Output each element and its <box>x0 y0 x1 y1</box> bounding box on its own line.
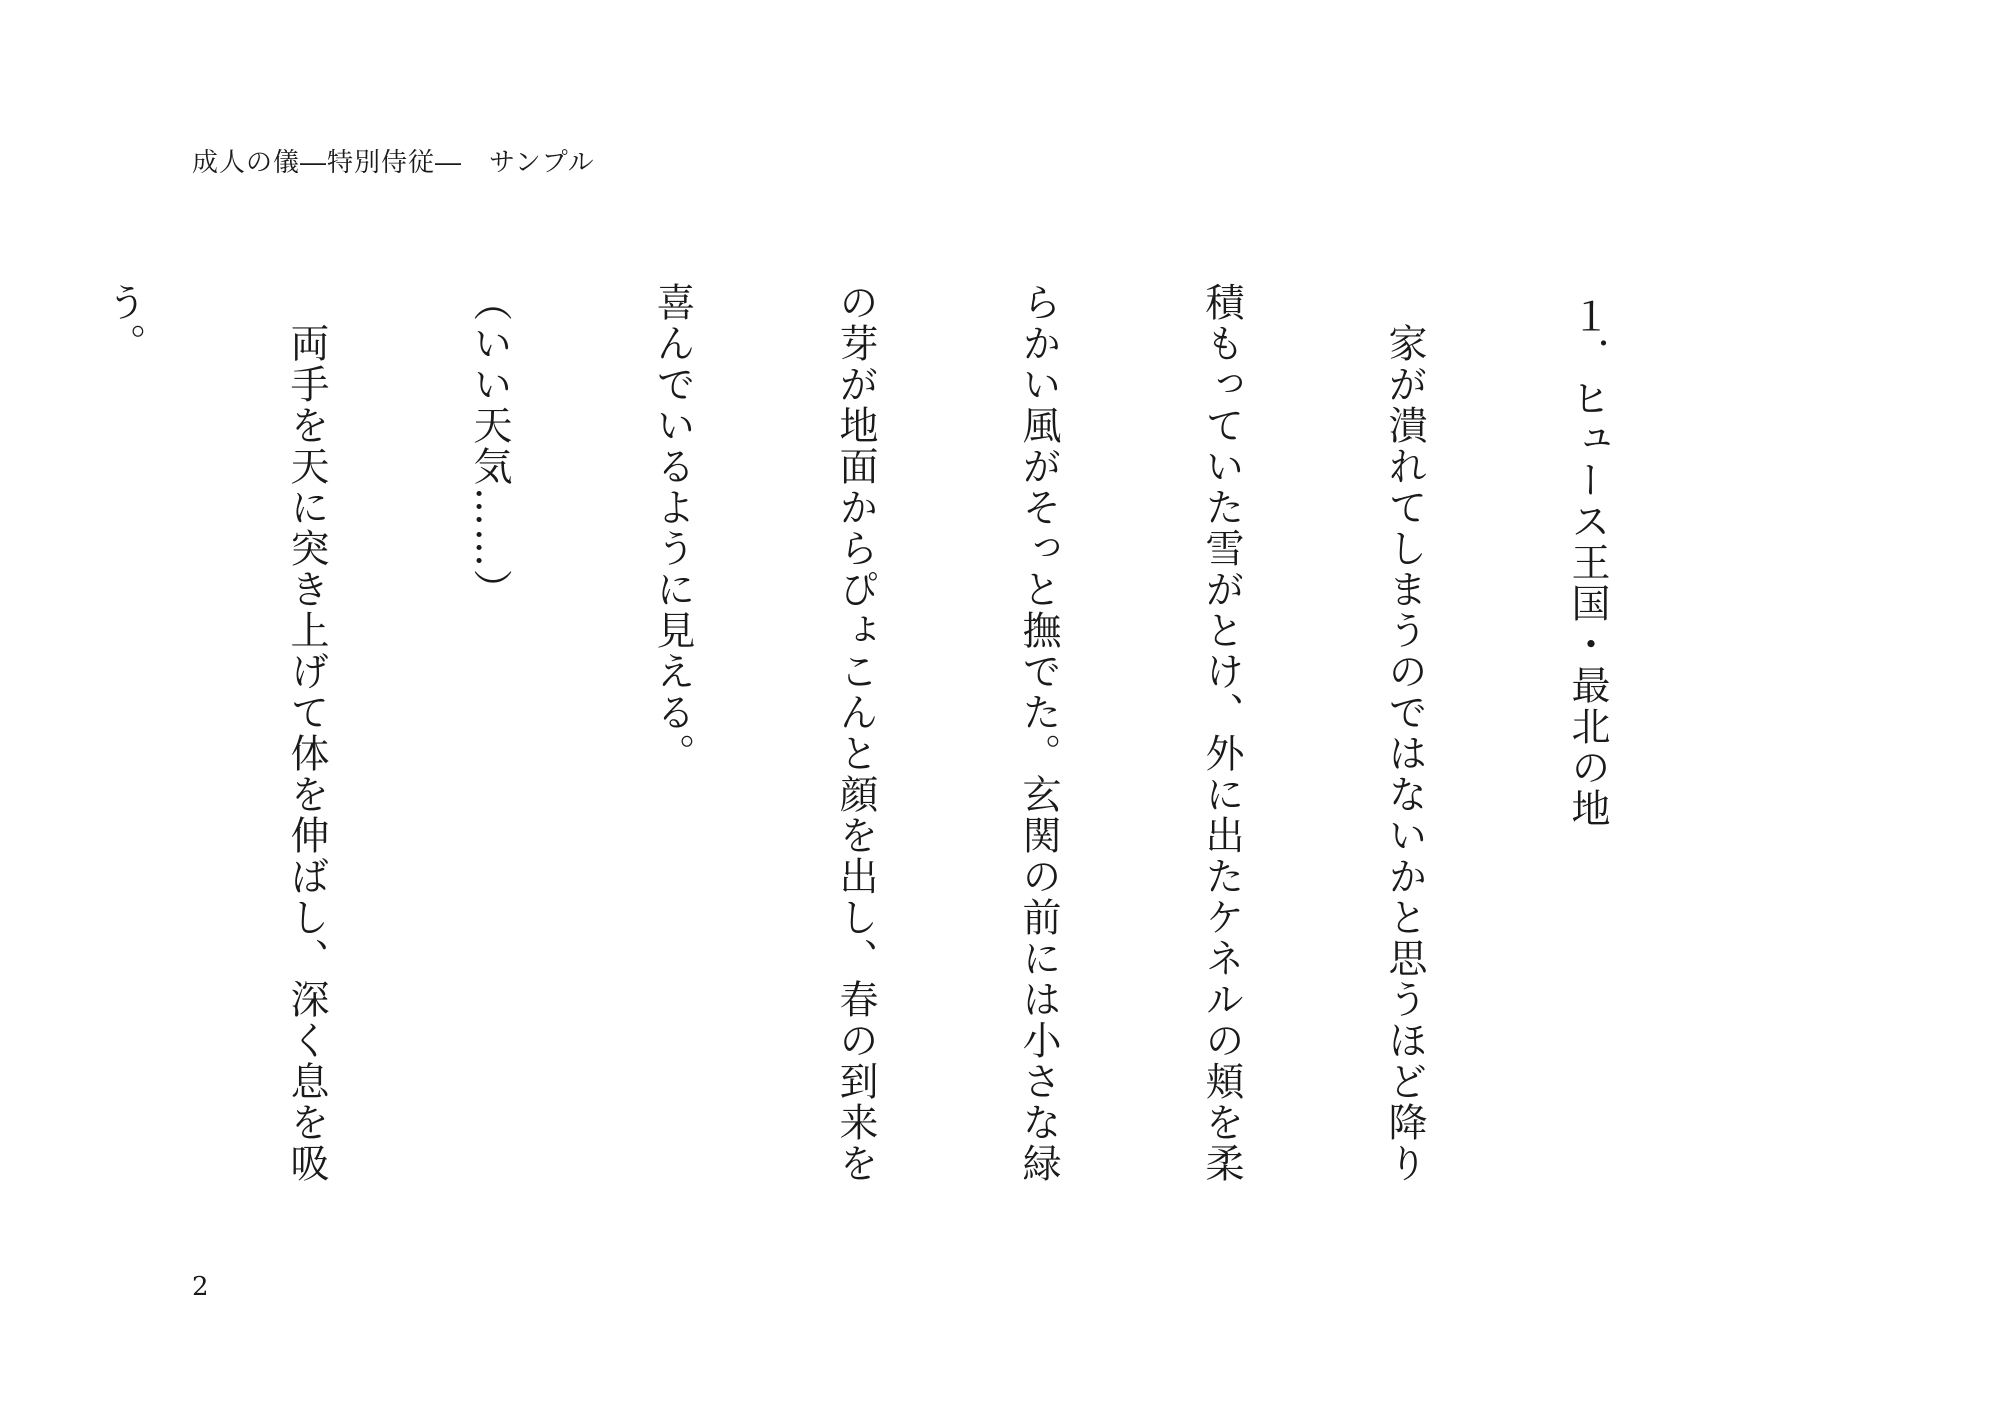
text-line: 家が潰れてしまうのではないかと思うほど降り <box>1382 282 1427 1184</box>
text-line: う。 <box>101 282 146 364</box>
page-number: 2 <box>192 1272 209 1302</box>
body-text <box>0 282 1740 1184</box>
text-line: （いい天気……） <box>467 282 512 610</box>
chapter-title: １．ヒュース王国・最北の地 <box>1565 296 1610 829</box>
text-line: らかい風がそっと撫でた。玄関の前には小さな緑 <box>1016 282 1061 1184</box>
text-line: 喜んでいるように見える。 <box>650 282 695 774</box>
text-line: 両手を天に突き上げて体を伸ばし、深く息を吸 <box>284 282 329 1184</box>
text-line: の芽が地面からぴょこんと顔を出し、春の到来を <box>833 282 878 1184</box>
text-line: 積もっていた雪がとけ、外に出たケネルの頬を柔 <box>1199 282 1244 1184</box>
running-header: 成人の儀―特別侍従― サンプル <box>192 148 595 178</box>
